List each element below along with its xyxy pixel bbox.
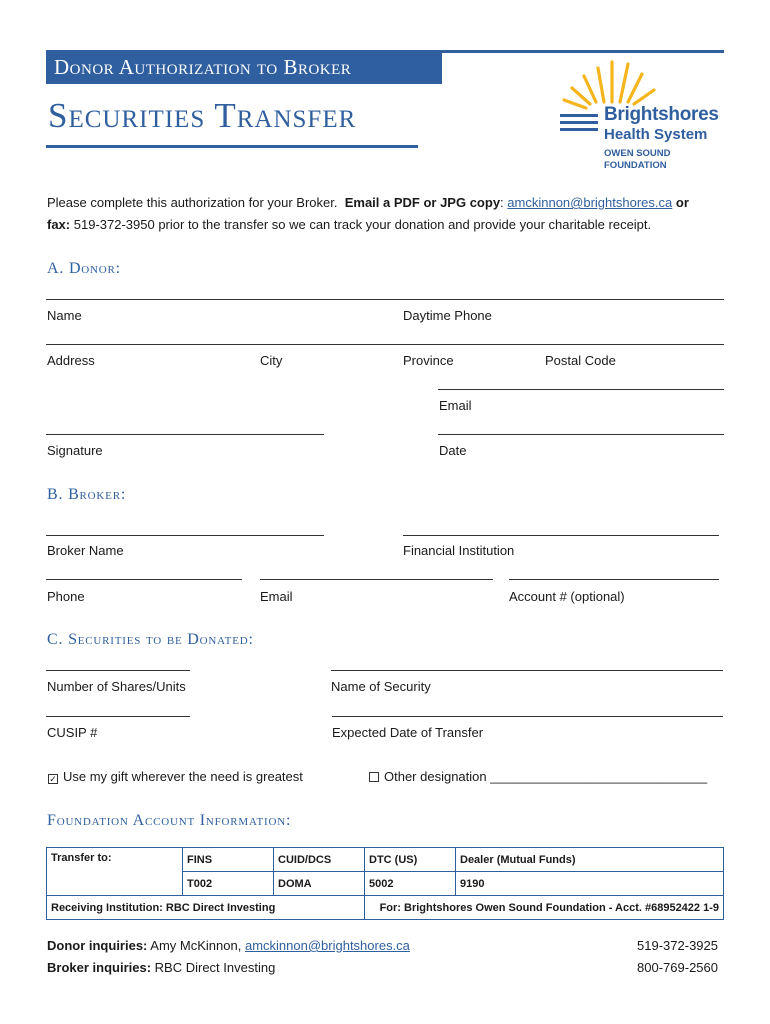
- logo-sub-line2: FOUNDATION: [604, 160, 667, 171]
- option-other-blank[interactable]: ______________________________: [490, 769, 708, 784]
- receiving-institution-cell: Receiving Institution: RBC Direct Investing: [47, 896, 365, 920]
- intro-or: or: [675, 195, 689, 210]
- header-dtc: DTC (US): [365, 848, 456, 872]
- broker-name-line[interactable]: [46, 535, 324, 536]
- donor-name-label: Name: [47, 308, 82, 323]
- donor-inquiries-label: Donor inquiries:: [47, 938, 148, 953]
- broker-inquiries: [47, 960, 275, 975]
- logo-sub-line1: OWEN SOUND: [604, 148, 671, 159]
- donor-email-label: Email: [439, 398, 472, 413]
- broker-phone-line[interactable]: [46, 579, 242, 580]
- title-underline: [46, 145, 418, 148]
- shares-line[interactable]: [46, 670, 190, 671]
- intro-paragraph: [47, 192, 737, 236]
- account-info-table: [46, 847, 724, 920]
- section-broker-heading: B. Broker:: [47, 486, 127, 503]
- broker-account-line[interactable]: [509, 579, 719, 580]
- value-fins: T002: [183, 872, 274, 896]
- donor-name-line[interactable]: [46, 299, 724, 300]
- checked-checkbox-icon[interactable]: ✓: [49, 774, 57, 784]
- donor-city-label: City: [260, 353, 283, 368]
- option-greatest-need[interactable]: [48, 769, 303, 784]
- logo-stripe-1: [560, 114, 598, 117]
- security-name-label: Name of Security: [331, 679, 431, 694]
- donor-address-label: Address: [47, 353, 95, 368]
- table-row: [47, 848, 724, 872]
- broker-inquiries-phone: 800-769-2560: [637, 960, 718, 975]
- value-dtc: 5002: [365, 872, 456, 896]
- value-cuid: DOMA: [274, 872, 365, 896]
- header-cuid: CUID/DCS: [274, 848, 365, 872]
- broker-email-line[interactable]: [260, 579, 493, 580]
- transfer-to-cell: Transfer to:: [47, 848, 183, 896]
- donor-inquiries: [47, 938, 410, 953]
- intro-email-instruction: Email a PDF or JPG copy: [344, 195, 501, 210]
- banner-title: Donor Authorization to Broker: [54, 55, 352, 79]
- donor-email-line[interactable]: [438, 389, 724, 390]
- section-securities-heading: C. Securities to be Donated:: [47, 631, 254, 648]
- donor-inquiries-email-link[interactable]: amckinnon@brightshores.ca: [244, 938, 410, 953]
- page-title: Securities Transfer: [48, 96, 357, 135]
- broker-inquiries-label: Broker inquiries:: [47, 960, 152, 975]
- logo-stripe-3: [560, 128, 598, 131]
- brightshores-logo: [560, 58, 740, 176]
- transfer-date-line[interactable]: [332, 716, 723, 717]
- value-dealer: 9190: [456, 872, 724, 896]
- donor-inquiries-name: Amy McKinnon,: [150, 938, 242, 953]
- section-donor-heading: A. Donor:: [47, 260, 121, 277]
- for-account-cell: For: Brightshores Owen Sound Foundation - Acct. #68952422 1-9: [365, 896, 724, 920]
- intro-text-1: Please complete this authorization for your Broker.: [47, 195, 338, 210]
- intro-colon: :: [500, 195, 504, 210]
- broker-phone-label: Phone: [47, 589, 85, 604]
- section-foundation-heading: Foundation Account Information:: [47, 812, 292, 829]
- broker-account-label: Account # (optional): [509, 589, 625, 604]
- option-other-label: Other designation: [384, 769, 487, 784]
- broker-institution-label: Financial Institution: [403, 543, 515, 558]
- broker-inquiries-name: RBC Direct Investing: [154, 960, 276, 975]
- option-greatest-label: Use my gift wherever the need is greatest: [63, 769, 303, 784]
- donor-phone-label: Daytime Phone: [403, 308, 492, 323]
- donor-date-label: Date: [439, 443, 467, 458]
- header-dealer: Dealer (Mutual Funds): [456, 848, 724, 872]
- cusip-label: CUSIP #: [47, 725, 98, 740]
- empty-checkbox-icon[interactable]: [369, 772, 379, 782]
- logo-stripe-2: [560, 121, 598, 124]
- option-other-designation[interactable]: [369, 769, 707, 784]
- header-fins: FINS: [183, 848, 274, 872]
- donor-province-label: Province: [403, 353, 454, 368]
- donor-signature-label: Signature: [47, 443, 103, 458]
- transfer-date-label: Expected Date of Transfer: [332, 725, 484, 740]
- donor-signature-line[interactable]: [46, 434, 324, 435]
- intro-email-link[interactable]: amckinnon@brightshores.ca: [507, 195, 673, 210]
- logo-name-line2: Health System: [604, 126, 708, 143]
- donor-date-line[interactable]: [438, 434, 724, 435]
- donor-address-line[interactable]: [46, 344, 724, 345]
- security-name-line[interactable]: [331, 670, 723, 671]
- cusip-line[interactable]: [46, 716, 190, 717]
- intro-text-2: 519-372-3950 prior to the transfer so we can track your donation and provide your charitable receipt.: [73, 217, 652, 232]
- donor-postal-label: Postal Code: [545, 353, 616, 368]
- sunburst-logo-icon: [560, 58, 660, 110]
- donor-inquiries-phone: 519-372-3925: [637, 938, 718, 953]
- broker-name-label: Broker Name: [47, 543, 124, 558]
- broker-email-label: Email: [260, 589, 293, 604]
- banner-rule: [442, 50, 724, 53]
- broker-institution-line[interactable]: [403, 535, 719, 536]
- intro-fax-label: fax:: [47, 217, 71, 232]
- table-row: [47, 896, 724, 920]
- shares-label: Number of Shares/Units: [47, 679, 186, 694]
- logo-name-line1: Brightshores: [604, 104, 719, 125]
